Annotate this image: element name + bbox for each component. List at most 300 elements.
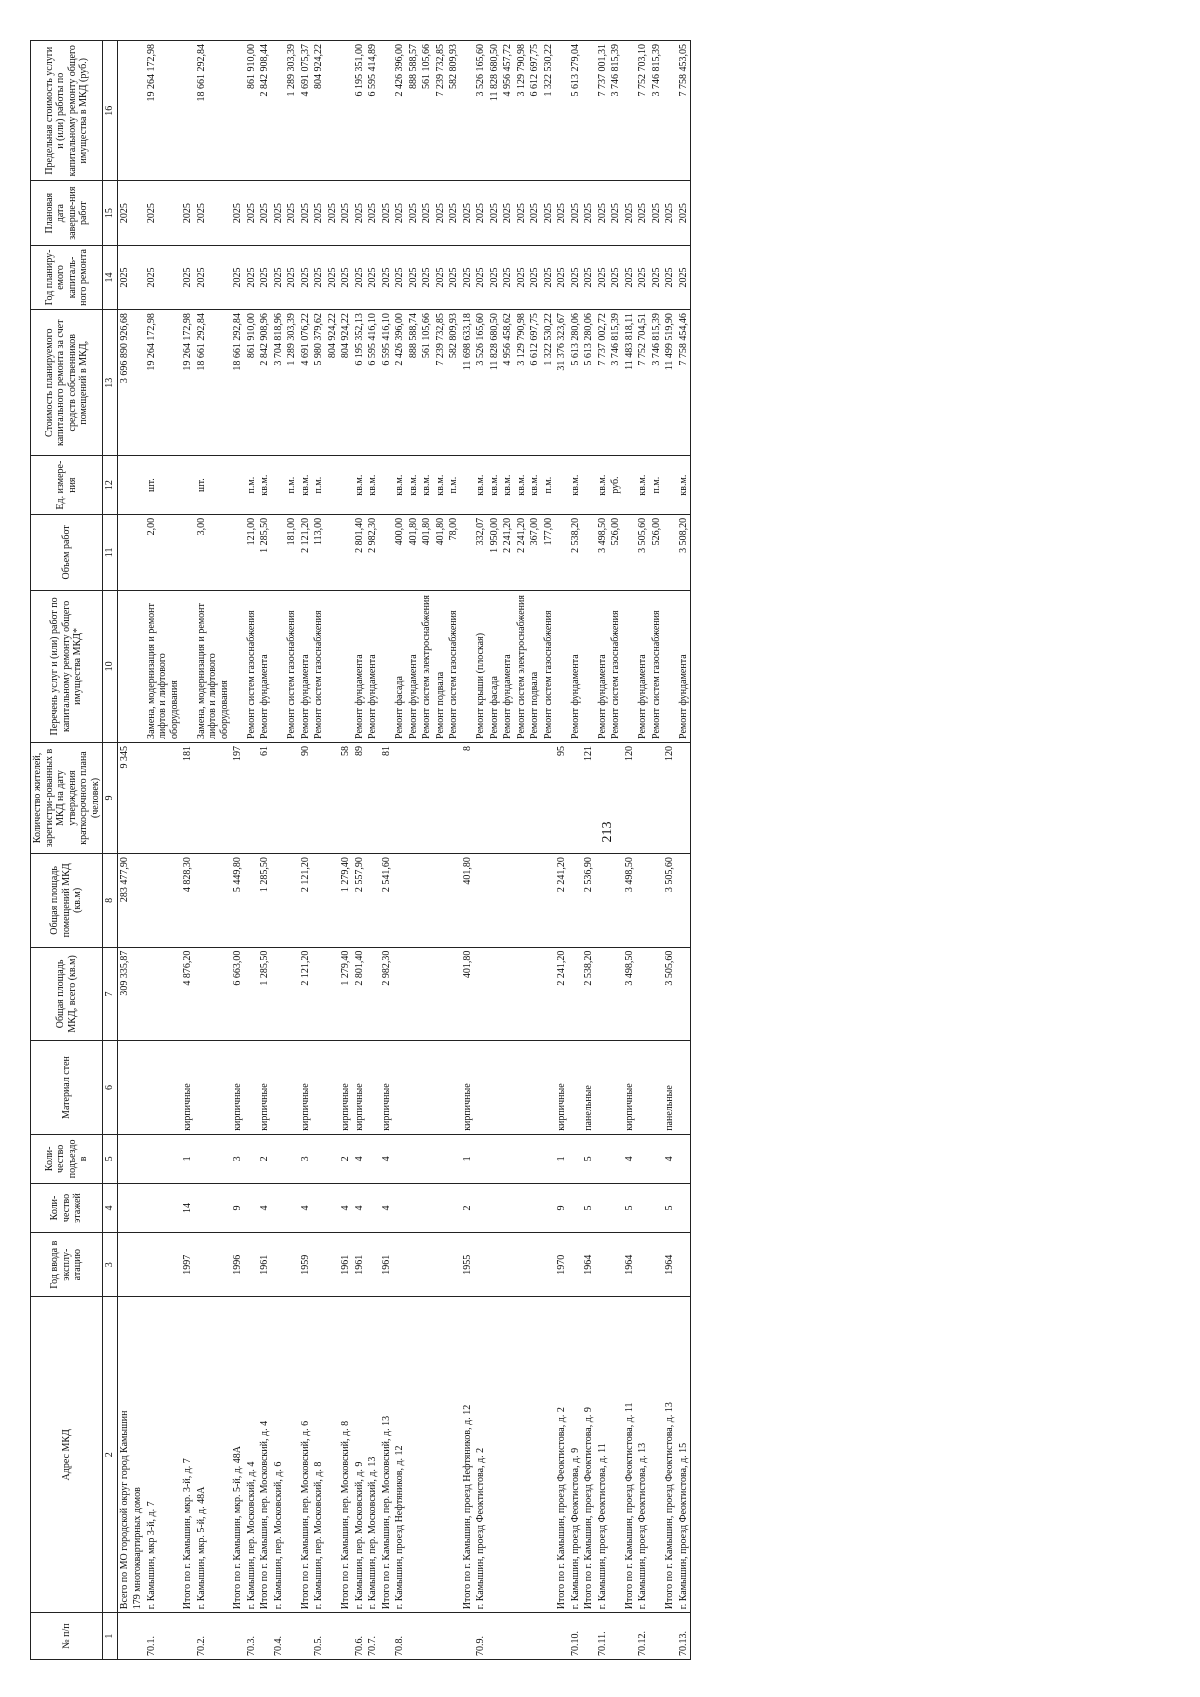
table-cell: 70.6. bbox=[353, 1613, 367, 1660]
capital-repair-table bbox=[30, 40, 691, 1660]
column-header: Предельная стоимость услуги и (или) работы по капитальному ремонту общего имущества в МКД (руб.) bbox=[31, 41, 103, 181]
table-cell: 4 828,30 bbox=[181, 854, 195, 948]
table-cell bbox=[434, 947, 448, 1041]
table-cell: 5 613 280,06 bbox=[582, 310, 596, 456]
table-cell bbox=[285, 1297, 299, 1613]
table-cell: 2025 bbox=[145, 181, 182, 245]
table-cell: кв.м. bbox=[596, 456, 610, 514]
table-cell bbox=[434, 854, 448, 948]
table-cell: 1961 bbox=[339, 1233, 353, 1297]
table-cell: 2025 bbox=[623, 245, 637, 309]
table-cell bbox=[542, 1134, 556, 1183]
table-cell bbox=[145, 947, 182, 1041]
table-cell: 2025 bbox=[569, 245, 583, 309]
table-cell bbox=[501, 947, 515, 1041]
table-cell bbox=[555, 590, 569, 742]
table-cell: г. Камышин, проезд Феоктистова, д. 9 bbox=[569, 1297, 583, 1613]
table-cell: 95 bbox=[555, 742, 569, 853]
table-cell: 1997 bbox=[181, 1233, 195, 1297]
table-cell: Ремонт систем газоснабжения bbox=[245, 590, 259, 742]
table-cell: 4 956 457,72 bbox=[501, 41, 515, 181]
table-cell: 1 950,00 bbox=[488, 514, 502, 590]
table-cell bbox=[528, 1613, 542, 1660]
table-cell bbox=[515, 1233, 529, 1297]
table-cell: 3 526 165,60 bbox=[474, 41, 488, 181]
table-cell: 2 557,90 bbox=[353, 854, 367, 948]
table-cell bbox=[326, 854, 340, 948]
column-header: Коли-чество подъездо в bbox=[31, 1134, 103, 1183]
table-cell bbox=[131, 1183, 145, 1232]
table-cell: кв.м. bbox=[393, 456, 407, 514]
table-cell: 3 746 815,39 bbox=[650, 310, 664, 456]
table-row bbox=[299, 41, 313, 1660]
table-cell bbox=[326, 41, 340, 181]
table-cell: 3 129 790,98 bbox=[515, 310, 529, 456]
header-row bbox=[31, 41, 103, 1660]
table-cell bbox=[380, 1613, 394, 1660]
table-cell: 401,80 bbox=[407, 514, 421, 590]
table-cell: 3 bbox=[299, 1134, 313, 1183]
column-number: 1 bbox=[103, 1613, 118, 1660]
table-cell: г. Камышин, пер. Московский, д. 9 bbox=[353, 1297, 367, 1613]
table-cell bbox=[393, 1134, 407, 1183]
table-cell bbox=[663, 1613, 677, 1660]
table-cell: 2025 bbox=[488, 245, 502, 309]
table-cell bbox=[117, 41, 131, 181]
table-cell: 2 121,20 bbox=[299, 514, 313, 590]
table-cell: 5 bbox=[623, 1183, 637, 1232]
table-cell bbox=[380, 41, 394, 181]
table-cell: 2 801,40 bbox=[353, 947, 367, 1041]
table-cell bbox=[231, 1613, 245, 1660]
column-number: 7 bbox=[103, 947, 118, 1041]
table-row bbox=[596, 41, 610, 1660]
table-cell bbox=[474, 947, 488, 1041]
table-cell: Итого по г. Камышин, пер. Московский, д. 6 bbox=[299, 1297, 313, 1613]
table-cell: 2025 bbox=[145, 245, 182, 309]
table-cell bbox=[339, 590, 353, 742]
table-cell: 2025 bbox=[596, 181, 610, 245]
table-cell bbox=[447, 1233, 461, 1297]
table-cell: 2025 bbox=[636, 181, 650, 245]
table-cell: 6 612 697,75 bbox=[528, 41, 542, 181]
table-cell bbox=[117, 1041, 131, 1135]
table-cell bbox=[555, 456, 569, 514]
table-cell bbox=[461, 456, 475, 514]
table-cell: 8 bbox=[461, 742, 475, 853]
table-cell: 14 bbox=[181, 1183, 195, 1232]
column-header: Объем работ bbox=[31, 514, 103, 590]
table-cell: 2 bbox=[339, 1134, 353, 1183]
table-cell: 19 264 172,98 bbox=[181, 310, 195, 456]
table-cell bbox=[501, 1613, 515, 1660]
table-cell bbox=[488, 1041, 502, 1135]
table-cell bbox=[380, 514, 394, 590]
table-cell bbox=[195, 1183, 232, 1232]
table-cell bbox=[447, 742, 461, 853]
table-cell: 181,00 bbox=[285, 514, 299, 590]
table-cell: кв.м. bbox=[636, 456, 650, 514]
table-cell bbox=[488, 1297, 502, 1613]
table-cell: 11 483 818,11 bbox=[623, 310, 637, 456]
table-cell: 2025 bbox=[609, 181, 623, 245]
column-number: 4 bbox=[103, 1183, 118, 1232]
table-body bbox=[117, 41, 691, 1660]
table-cell bbox=[393, 1183, 407, 1232]
table-cell: г. Камышин, проезд Феоктистова, д. 13 bbox=[636, 1297, 650, 1613]
table-cell bbox=[434, 1233, 448, 1297]
table-cell: 3 746 815,39 bbox=[609, 41, 623, 181]
table-cell bbox=[312, 947, 326, 1041]
table-cell bbox=[677, 742, 691, 853]
table-cell: 2 538,20 bbox=[569, 514, 583, 590]
table-cell: 9 345 bbox=[117, 742, 131, 853]
table-cell: 3 bbox=[231, 1134, 245, 1183]
table-cell: 4 bbox=[339, 1183, 353, 1232]
table-cell bbox=[326, 590, 340, 742]
table-cell: 582 809,93 bbox=[447, 41, 461, 181]
table-cell bbox=[131, 181, 145, 245]
table-cell bbox=[393, 742, 407, 853]
table-cell: 5 449,80 bbox=[231, 854, 245, 948]
table-cell bbox=[285, 742, 299, 853]
table-cell: 1 285,50 bbox=[258, 514, 272, 590]
table-cell bbox=[623, 456, 637, 514]
table-cell bbox=[285, 947, 299, 1041]
table-cell: 18 661 292,84 bbox=[195, 41, 232, 181]
table-cell bbox=[272, 590, 286, 742]
table-cell bbox=[663, 41, 677, 181]
table-cell: 2025 bbox=[650, 245, 664, 309]
table-cell bbox=[555, 41, 569, 181]
table-cell bbox=[245, 742, 259, 853]
table-cell bbox=[326, 1183, 340, 1232]
table-cell bbox=[145, 1134, 182, 1183]
table-cell: 9 bbox=[555, 1183, 569, 1232]
table-cell: Ремонт фундамента bbox=[407, 590, 421, 742]
table-cell bbox=[285, 1233, 299, 1297]
table-cell bbox=[542, 1613, 556, 1660]
table-cell: п.м. bbox=[285, 456, 299, 514]
table-cell: 18 661 292,84 bbox=[231, 310, 245, 456]
table-cell bbox=[650, 947, 664, 1041]
table-cell: 89 bbox=[353, 742, 367, 853]
table-cell: кв.м. bbox=[515, 456, 529, 514]
table-cell: 2025 bbox=[420, 181, 434, 245]
table-cell bbox=[258, 1613, 272, 1660]
column-number: 10 bbox=[103, 590, 118, 742]
table-cell: Ремонт фундамента bbox=[636, 590, 650, 742]
table-cell: 3 704 818,96 bbox=[272, 310, 286, 456]
table-cell: 113,00 bbox=[312, 514, 326, 590]
table-cell: г. Камышин, пер. Московский, д. 8 bbox=[312, 1297, 326, 1613]
table-row bbox=[542, 41, 556, 1660]
table-cell bbox=[181, 41, 195, 181]
table-cell: 2025 bbox=[474, 245, 488, 309]
table-cell: Итого по г. Камышин, проезд Нефтяников, д. 12 bbox=[461, 1297, 475, 1613]
table-cell bbox=[677, 1134, 691, 1183]
table-cell: 2025 bbox=[582, 245, 596, 309]
table-cell bbox=[420, 1613, 434, 1660]
table-cell bbox=[582, 590, 596, 742]
table-cell: 5 bbox=[582, 1134, 596, 1183]
table-cell: 4 bbox=[299, 1183, 313, 1232]
table-cell: 70.2. bbox=[195, 1613, 232, 1660]
table-cell bbox=[596, 742, 610, 853]
table-cell: 2025 bbox=[488, 181, 502, 245]
table-cell: 70.7. bbox=[366, 1613, 380, 1660]
table-cell: г. Камышин, мкр 3-й, д. 7 bbox=[145, 1297, 182, 1613]
table-cell: 90 bbox=[299, 742, 313, 853]
table-cell: 11 698 633,18 bbox=[461, 310, 475, 456]
table-row bbox=[285, 41, 299, 1660]
table-cell: кирпичные bbox=[461, 1041, 475, 1135]
table-row bbox=[555, 41, 569, 1660]
table-cell: 3 498,50 bbox=[623, 854, 637, 948]
table-row bbox=[569, 41, 583, 1660]
table-cell: 2025 bbox=[434, 181, 448, 245]
table-cell bbox=[461, 41, 475, 181]
table-cell bbox=[312, 1233, 326, 1297]
table-cell: Ремонт фундамента bbox=[366, 590, 380, 742]
table-cell bbox=[528, 947, 542, 1041]
table-cell: 367,00 bbox=[528, 514, 542, 590]
table-cell: 1 322 530,22 bbox=[542, 310, 556, 456]
table-cell bbox=[515, 1041, 529, 1135]
table-row bbox=[272, 41, 286, 1660]
table-cell: 2025 bbox=[195, 181, 232, 245]
table-cell: Итого по г. Камышин, проезд Феоктистова, д. 9 bbox=[582, 1297, 596, 1613]
table-cell: Замена, модернизация и ремонт лифтов и лифтового оборудования bbox=[195, 590, 232, 742]
table-cell: Ремонт фундамента bbox=[677, 590, 691, 742]
table-cell bbox=[420, 947, 434, 1041]
table-cell: 177,00 bbox=[542, 514, 556, 590]
table-cell: кв.м. bbox=[528, 456, 542, 514]
table-cell: 2025 bbox=[326, 181, 340, 245]
column-number: 9 bbox=[103, 742, 118, 853]
table-cell bbox=[131, 590, 145, 742]
column-header: Количество жителей, зарегистри-рованных в МКД на дату утверждения краткосрочного плана (человек) bbox=[31, 742, 103, 853]
table-cell: п.м. bbox=[542, 456, 556, 514]
table-cell: 2025 bbox=[528, 181, 542, 245]
table-cell: панельные bbox=[663, 1041, 677, 1135]
table-cell: 888 588,57 bbox=[407, 41, 421, 181]
table-cell: 2025 bbox=[339, 181, 353, 245]
table-cell: г. Камышин, пер. Московский, д. 4 bbox=[245, 1297, 259, 1613]
column-header: Коли-чество этажей bbox=[31, 1183, 103, 1232]
table-cell: 2025 bbox=[312, 181, 326, 245]
table-cell: 2 426 396,00 bbox=[393, 310, 407, 456]
table-cell: 5 980 379,62 bbox=[312, 310, 326, 456]
table-cell: 2025 bbox=[555, 181, 569, 245]
table-cell bbox=[380, 590, 394, 742]
table-cell bbox=[609, 1297, 623, 1613]
table-cell: 861 910,00 bbox=[245, 41, 259, 181]
table-cell: г. Камышин, проезд Феоктистова, д. 11 bbox=[596, 1297, 610, 1613]
table-cell: 2 541,60 bbox=[380, 854, 394, 948]
table-cell bbox=[272, 854, 286, 948]
table-cell bbox=[326, 514, 340, 590]
table-cell: 2025 bbox=[542, 245, 556, 309]
table-cell bbox=[488, 1233, 502, 1297]
table-cell: кв.м. bbox=[353, 456, 367, 514]
table-cell bbox=[528, 854, 542, 948]
table-cell: Итого по г. Камышин, мкр. 3-й, д. 7 bbox=[181, 1297, 195, 1613]
table-cell: г. Камышин, пер. Московский, д. 13 bbox=[366, 1297, 380, 1613]
table-cell: 120 bbox=[623, 742, 637, 853]
table-cell: 4 bbox=[380, 1134, 394, 1183]
table-cell bbox=[542, 742, 556, 853]
table-cell: кирпичные bbox=[258, 1041, 272, 1135]
table-cell bbox=[677, 1041, 691, 1135]
table-cell bbox=[245, 1183, 259, 1232]
table-cell: 1 bbox=[461, 1134, 475, 1183]
table-cell bbox=[272, 1183, 286, 1232]
table-cell bbox=[339, 514, 353, 590]
table-cell: 1 bbox=[181, 1134, 195, 1183]
table-cell: 3 498,50 bbox=[596, 514, 610, 590]
table-cell: Итого по г. Камышин, пер. Московский, д. 8 bbox=[339, 1297, 353, 1613]
table-cell bbox=[366, 1233, 380, 1297]
table-cell bbox=[339, 1613, 353, 1660]
table-cell: Замена, модернизация и ремонт лифтов и лифтового оборудования bbox=[145, 590, 182, 742]
table-cell: 4 691 076,22 bbox=[299, 310, 313, 456]
table-cell: 2025 bbox=[447, 245, 461, 309]
table-cell: 5 bbox=[582, 1183, 596, 1232]
table-cell bbox=[542, 1297, 556, 1613]
table-cell: 4 bbox=[258, 1183, 272, 1232]
table-cell: 2 121,20 bbox=[299, 947, 313, 1041]
table-cell: 1964 bbox=[582, 1233, 596, 1297]
table-cell bbox=[420, 1183, 434, 1232]
table-row bbox=[461, 41, 475, 1660]
table-cell bbox=[609, 854, 623, 948]
table-cell bbox=[312, 1183, 326, 1232]
table-row bbox=[145, 41, 182, 1660]
table-cell: 1 285,50 bbox=[258, 854, 272, 948]
table-cell: 6 195 352,13 bbox=[353, 310, 367, 456]
table-cell: 2 241,20 bbox=[515, 514, 529, 590]
table-cell bbox=[131, 947, 145, 1041]
table-cell: Ремонт фасада bbox=[393, 590, 407, 742]
table-cell: 1 289 303,39 bbox=[285, 41, 299, 181]
table-cell bbox=[501, 1233, 515, 1297]
table-cell: 561 105,66 bbox=[420, 310, 434, 456]
table-cell: Ремонт систем газоснабжения bbox=[609, 590, 623, 742]
table-cell bbox=[542, 854, 556, 948]
table-cell: 401,80 bbox=[420, 514, 434, 590]
table-cell: 2025 bbox=[245, 245, 259, 309]
table-cell bbox=[434, 1297, 448, 1613]
table-cell: 1 322 530,22 bbox=[542, 41, 556, 181]
column-header: Общая площадь МКД, всего (кв.м) bbox=[31, 947, 103, 1041]
table-cell: 2 241,20 bbox=[501, 514, 515, 590]
table-cell: 70.4. bbox=[272, 1613, 286, 1660]
table-cell: 2025 bbox=[663, 245, 677, 309]
page-number: 213 bbox=[600, 821, 615, 843]
table-cell bbox=[117, 1613, 131, 1660]
table-cell: 888 588,74 bbox=[407, 310, 421, 456]
table-cell bbox=[663, 456, 677, 514]
table-cell bbox=[542, 947, 556, 1041]
table-cell: 7 239 732,85 bbox=[434, 310, 448, 456]
table-cell: 400,00 bbox=[393, 514, 407, 590]
table-cell bbox=[569, 742, 583, 853]
table-cell bbox=[245, 1233, 259, 1297]
table-cell bbox=[145, 854, 182, 948]
table-cell: 3 526 165,60 bbox=[474, 310, 488, 456]
table-cell: 1 279,40 bbox=[339, 854, 353, 948]
table-row bbox=[366, 41, 380, 1660]
table-cell: 6 663,00 bbox=[231, 947, 245, 1041]
table-cell bbox=[474, 1041, 488, 1135]
table-cell bbox=[447, 1613, 461, 1660]
table-cell bbox=[181, 1613, 195, 1660]
column-number: 15 bbox=[103, 181, 118, 245]
rotated-table-wrapper bbox=[30, 40, 1170, 1660]
table-cell: 2025 bbox=[299, 181, 313, 245]
table-cell: 3 129 790,98 bbox=[515, 41, 529, 181]
table-cell: 2025 bbox=[339, 245, 353, 309]
table-cell: 3 746 815,39 bbox=[609, 310, 623, 456]
table-cell bbox=[677, 947, 691, 1041]
table-cell bbox=[488, 1183, 502, 1232]
table-cell: 19 264 172,98 bbox=[145, 41, 182, 181]
table-cell: 2025 bbox=[258, 181, 272, 245]
table-row bbox=[231, 41, 245, 1660]
table-cell bbox=[677, 1183, 691, 1232]
table-row bbox=[528, 41, 542, 1660]
table-cell bbox=[447, 1183, 461, 1232]
table-cell bbox=[407, 1613, 421, 1660]
table-cell bbox=[326, 1041, 340, 1135]
table-cell: 561 105,66 bbox=[420, 41, 434, 181]
table-cell: 7 758 454,46 bbox=[677, 310, 691, 456]
table-cell: 3 505,60 bbox=[663, 854, 677, 948]
table-cell bbox=[393, 1041, 407, 1135]
table-cell bbox=[488, 854, 502, 948]
table-cell: 4 bbox=[353, 1134, 367, 1183]
table-row bbox=[353, 41, 367, 1660]
table-cell bbox=[326, 742, 340, 853]
table-cell: 2025 bbox=[461, 245, 475, 309]
column-header: Общая площадь помещений МКД (кв.м) bbox=[31, 854, 103, 948]
table-cell: 5 613 280,06 bbox=[569, 310, 583, 456]
table-cell bbox=[420, 1041, 434, 1135]
table-cell: Итого по г. Камышин, проезд Феоктистова, д. 2 bbox=[555, 1297, 569, 1613]
column-header: Стоимость планируемого капитального ремонта за счет средств собственников помещений в МКД, bbox=[31, 310, 103, 456]
table-cell: 1 285,50 bbox=[258, 947, 272, 1041]
table-cell: 121 bbox=[582, 742, 596, 853]
column-number: 3 bbox=[103, 1233, 118, 1297]
table-cell bbox=[434, 1183, 448, 1232]
table-cell bbox=[596, 1134, 610, 1183]
table-cell bbox=[407, 1297, 421, 1613]
column-number: 14 bbox=[103, 245, 118, 309]
column-header: Адрес МКД bbox=[31, 1297, 103, 1613]
table-cell bbox=[131, 245, 145, 309]
table-cell: 2025 bbox=[285, 181, 299, 245]
table-cell bbox=[117, 456, 131, 514]
table-cell bbox=[231, 456, 245, 514]
column-number: 2 bbox=[103, 1297, 118, 1613]
table-cell bbox=[272, 742, 286, 853]
table-cell: Ремонт крыши (плоская) bbox=[474, 590, 488, 742]
table-row bbox=[312, 41, 326, 1660]
table-cell: 2025 bbox=[569, 181, 583, 245]
table-cell: 197 bbox=[231, 742, 245, 853]
table-cell bbox=[434, 742, 448, 853]
